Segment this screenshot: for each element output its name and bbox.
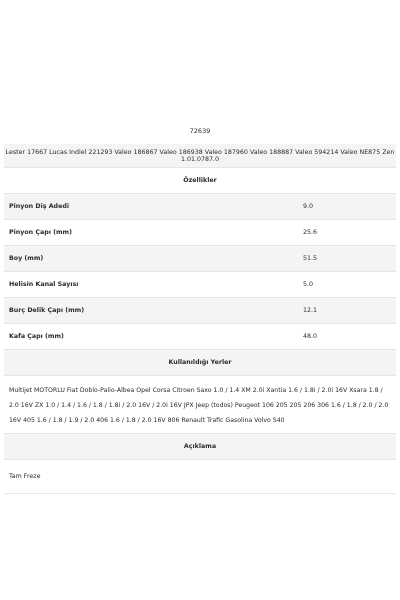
spec-value: 5.0 [303, 281, 314, 288]
product-spec-sheet [4, 118, 396, 494]
spec-label: Burç Delik Çapı (mm) [9, 307, 85, 314]
features-header: Özellikler [4, 168, 396, 194]
description-text: Tam Freze [4, 460, 396, 494]
spec-label: Boy (mm) [9, 255, 44, 262]
spec-row-length [4, 246, 396, 272]
spec-label: Pinyon Diş Adedi [9, 203, 70, 210]
spec-value: 25.6 [303, 229, 318, 236]
spec-row-bushing-bore [4, 298, 396, 324]
spec-label: Kafa Çapı (mm) [9, 333, 64, 340]
spec-row-pinion-teeth [4, 194, 396, 220]
usage-header: Kullanıldığı Yerler [4, 350, 396, 376]
spec-row-head-diameter [4, 324, 396, 350]
spec-label: Helisin Kanal Sayısı [9, 281, 79, 288]
spec-value: 51.5 [303, 255, 318, 262]
usage-text: Multijet MOTORLU Fiat Doblo-Palio-Albea Opel Corsa Citroen Saxo 1.0 / 1.4 XM 2.0i Xantia 1.6 / 1.8i / 2.0i 16V Xsara 1.8 / 2.0 16V ZX 1.0 / 1.4 / 1.6 / 1.8 / 1.8i / 2.0 16V / 2.0i 16V JPX Jeep (todos) Peugeot 106 205 205 206 306 1.6 / 1.8 / 2.0 / 2.0 16V 405 1.6 / 1.8 / 1.9 / 2.0 406 1.6 / 1.8 / 2.0 16V 806 Renault Trafic Gasolina Volvo S40 [4, 376, 396, 434]
description-header: Açıklama [4, 434, 396, 460]
spec-row-helix-channels [4, 272, 396, 298]
spec-row-pinion-diameter [4, 220, 396, 246]
spec-value: 12.1 [303, 307, 318, 314]
product-code: 72639 [4, 118, 396, 144]
spec-value: 9.0 [303, 203, 314, 210]
spec-value: 48.0 [303, 333, 318, 340]
spec-label: Pinyon Çapı (mm) [9, 229, 72, 236]
oem-reference-row: Lester 17667 Lucas Indiel 221293 Valeo 186867 Valeo 186938 Valeo 187960 Valeo 188887 Valeo 594214 Valeo NE875 Zen 1.01.0787.0 [4, 144, 396, 168]
